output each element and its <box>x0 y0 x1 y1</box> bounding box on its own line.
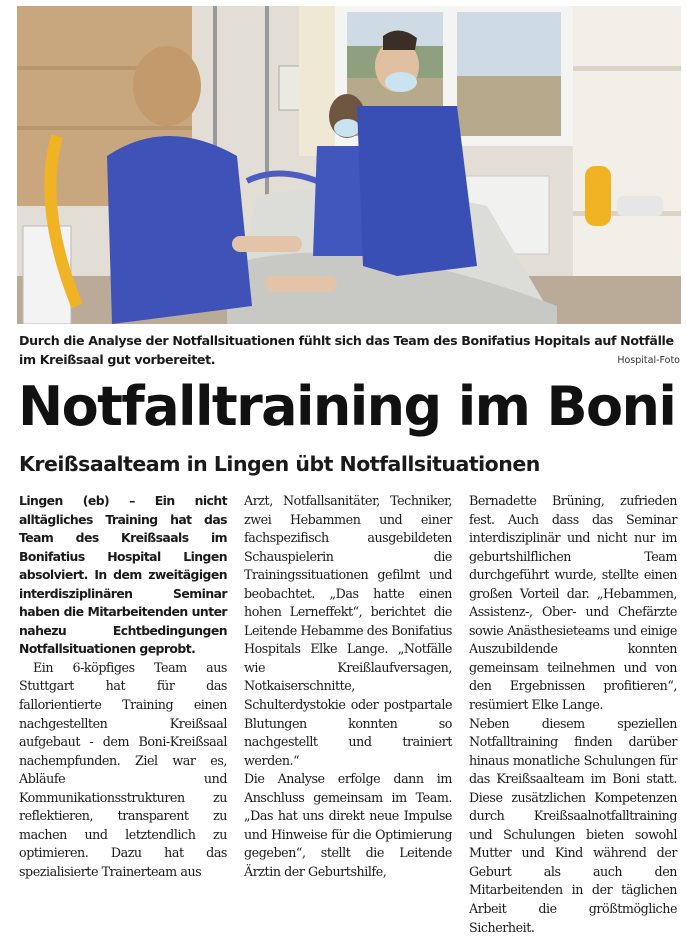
article-paragraph: Arzt, Notfallsanitäter, Techniker, zwei Hebammen und einer fachspezifisch ausgebildeten Schauspielerin die Trainingssituationen gefilmt und beobachtet. „Das hatte einen hohen Lerneffekt“, berichtet die Leitende Hebamme des Bonifatius Hospitals Elke Lange. „Notfälle wie Kreißlaufversagen, Notkaiserschnitte, Schulterdystokie oder postpartale Blutungen konnten so nachgestellt und trainiert werden.“ <box>244 493 452 768</box>
article-column-3 <box>469 492 677 937</box>
article-paragraph: Ein 6-köpfiges Team aus Stuttgart hat für das fallorientierte Training einen nachgestellten Kreißsaal aufgebaut - dem Boni-Kreißsaal nachempfunden. Ziel war es, Abläufe und Kommunikationsstrukturen zu reflektieren, transparent zu machen und letztendlich zu optimieren. Dazu hat das spezialisierte Trainerteam aus <box>19 659 227 879</box>
article-column-1 <box>19 492 227 881</box>
photo-credit: Hospital-Foto <box>617 355 680 366</box>
photo-caption: Durch die Analyse der Notfallsituationen fühlt sich das Team des Bonifatius Hopitals auf Notfälle im Kreißsaal gut vorbereitet. <box>19 333 674 367</box>
article-subheadline: Kreißsaalteam in Lingen übt Notfallsituationen <box>19 452 540 476</box>
article-photo <box>17 6 681 324</box>
article-column-2 <box>244 492 452 881</box>
article-lead-paragraph: Lingen (eb) – Ein nicht alltägliches Training hat das Team des Kreißsaals im Bonifatius Hospital Lingen absolviert. In dem zweitägigen interdisziplinären Seminar haben die Mitarbeitenden unter nahezu Echtbedingungen Notfallsituationen geprobt. <box>19 493 227 657</box>
article-paragraph: Die Analyse erfolge dann im Anschluss gemeinsam im Team. „Das hat uns direkt neue Impulse und Hinweise für die Optimierung gegeben“, stellt die Leitende Ärztin der Geburtshilfe, <box>244 771 452 879</box>
article-paragraph: Neben diesem speziellen Notfalltraining finden darüber hinaus monatliche Schulungen für das Kreißsaalteam im Boni statt. Diese zusätzlichen Kompetenzen durch Kreißsaalnotfalltraining und Schulungen bieten sowohl Mutter und Kind während der Geburt als auch den Mitarbeitenden in der täglichen Arbeit die größtmögliche Sicherheit. <box>469 715 677 935</box>
article-headline: Notfalltraining im Boni <box>18 375 676 438</box>
article-paragraph: Bernadette Brüning, zufrieden fest. Auch dass das Seminar interdisziplinär und nicht nur im geburtshilflichen Team durchgeführt wurde, stellte einen großen Vorteil dar. „Hebammen, Assistenz-, Ober- und Chefärzte sowie Anästhesieteams und einige Auszubildende konnten gemeinsam teilnehmen und von den Ergebnissen profitieren“, resümiert Elke Lange. <box>469 493 677 713</box>
